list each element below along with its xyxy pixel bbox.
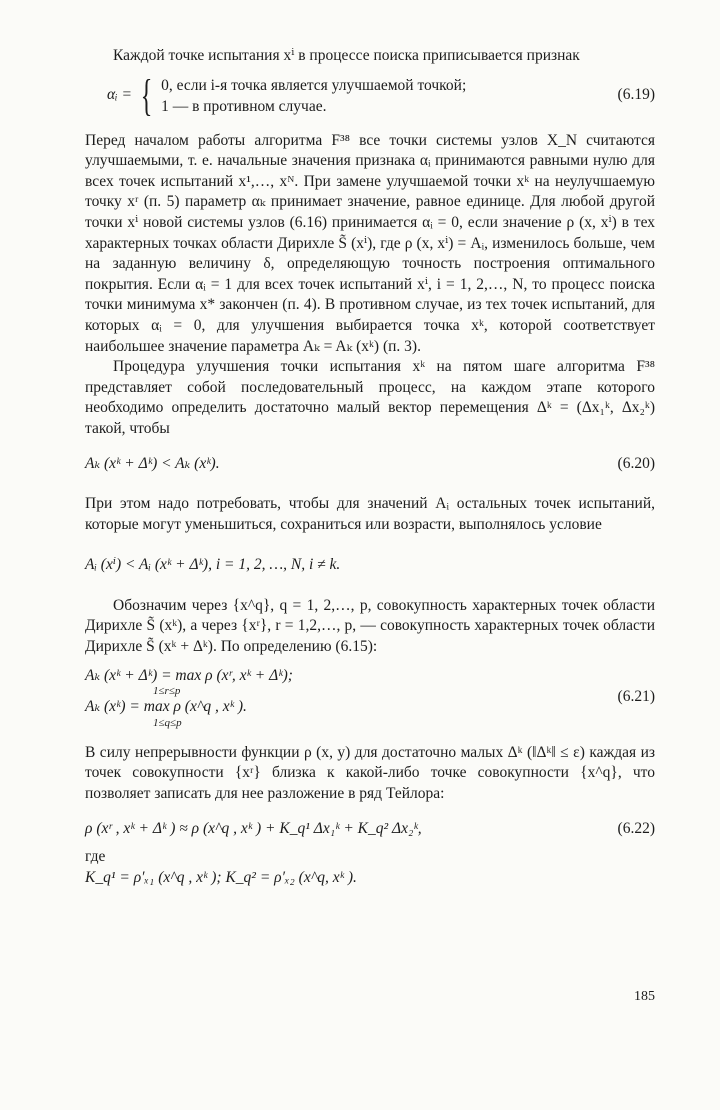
formula-condition-expr: Aᵢ (xⁱ) < Aᵢ (xᵏ + Δᵏ), i = 1, 2, …, N, i ≠ k.	[85, 556, 341, 574]
formula-6-21-line2: Aₖ (xᵏ) = max ρ (x^q , xᵏ ).	[85, 698, 247, 716]
equation-number-6-22: (6.22)	[617, 819, 655, 837]
page-number: 185	[634, 989, 655, 1004]
formula-6-21-sub2: 1≤q≤p	[153, 716, 182, 729]
paragraph-improvement-procedure: Процедура улучшения точки испытания xᵏ на пятом шаге алгоритма F³⁸ представляет собой последовательный процесс, на каждом этапе которого необходимо определить достаточно малый вектор перемещения Δᵏ = (Δx₁ᵏ, Δx₂ᵏ) такой, чтобы	[85, 358, 655, 437]
formula-6-19	[85, 70, 655, 120]
paragraph-intro: Каждой точке испытания xⁱ в процессе поиска приписывается признак	[113, 47, 580, 64]
formula-6-21	[85, 666, 655, 729]
formula-6-19-lhs: αᵢ =	[107, 86, 132, 104]
paragraph-where: где	[85, 848, 106, 866]
formula-6-19-case2: 1 — в противном случае.	[161, 97, 327, 115]
formula-6-20	[85, 454, 655, 475]
paragraph-notation: Обозначим через {x^q}, q = 1, 2,…, p, совокупность характерных точек области Дирихле S̃ (xᵏ), а через {xʳ}, r = 1,2,…, p, — совокупность характерных точек области Дирихле S̃ (xᵏ + Δᵏ). По определению (6.15):	[85, 596, 655, 656]
equation-number-6-20: (6.20)	[617, 454, 655, 472]
paragraph-continuity: В силу непрерывности функции ρ (x, y) для достаточно малых Δᵏ (‖Δᵏ‖ ≤ ε) каждая из точек совокупности {xʳ} близка к какой-либо точке совокупности {x^q}, что позволяет записать для нее разложение в ряд Тейлора:	[85, 743, 655, 803]
formula-derivatives	[85, 868, 655, 889]
brace-icon: {	[140, 70, 153, 120]
formula-6-22	[85, 819, 655, 840]
formula-6-19-case1: 0, если i-я точка является улучшаемой точкой;	[161, 76, 467, 94]
formula-6-20-expr: Aₖ (xᵏ + Δᵏ) < Aₖ (xᵏ).	[85, 454, 220, 472]
paragraph-algorithm-start: Перед началом работы алгоритма F³⁸ все точки системы узлов X_N считаются улучшаемыми, т. е. начальные значения признака αᵢ принимаются равными нулю для всех точек испытаний x¹,…, xᴺ. При замене улучшаемой точки xᵏ на неулучшаемую точку xʳ (п. 5) параметр αₖ принимает значение, равное единице. Для любой другой точки xⁱ новой системы узлов (6.16) принимается αᵢ = 0, если значение ρ (x, xⁱ) в тех характерных точках области Дирихле S̃ (xⁱ), где ρ (x, xⁱ) = Aᵢ, изменилось больше, чем на заданную величину δ, определяющую точность построения оптимального покрытия. Если αᵢ = 1 для всех точек испытаний xⁱ, i = 1, 2,…, N, то процесс поиска точки минимума x* закончен (п. 4). В противном случае, из тех точек испытаний, для которых αᵢ = 0, для улучшения выбирается точка xᵏ, которой соответствует наибольшее значение параметра Aₖ = Aₖ (xᵏ) (п. 3).	[85, 131, 655, 355]
equation-number-6-21: (6.21)	[617, 687, 655, 705]
formula-6-21-line1: Aₖ (xᵏ + Δᵏ) = max ρ (xʳ, xᵏ + Δᵏ);	[85, 666, 293, 684]
page-content	[85, 46, 655, 888]
equation-number-6-19: (6.19)	[617, 86, 655, 104]
formula-6-22-expr: ρ (xʳ , xᵏ + Δᵏ ) ≈ ρ (x^q , xᵏ ) + K_q¹ Δx₁ᵏ + K_q² Δx₂ᵏ,	[85, 819, 422, 837]
formula-derivatives-expr: K_q¹ = ρ′ₓ₁ (x^q , xᵏ ); K_q² = ρ′ₓ₂ (x^q, xᵏ ).	[85, 868, 357, 886]
formula-6-21-sub1: 1≤r≤p	[153, 685, 181, 698]
formula-condition	[85, 555, 655, 576]
paragraph-condition: При этом надо потребовать, чтобы для значений Aᵢ остальных точек испытаний, которые могут уменьшиться, сохраниться или возрасти, выполнялось условие	[85, 495, 655, 533]
